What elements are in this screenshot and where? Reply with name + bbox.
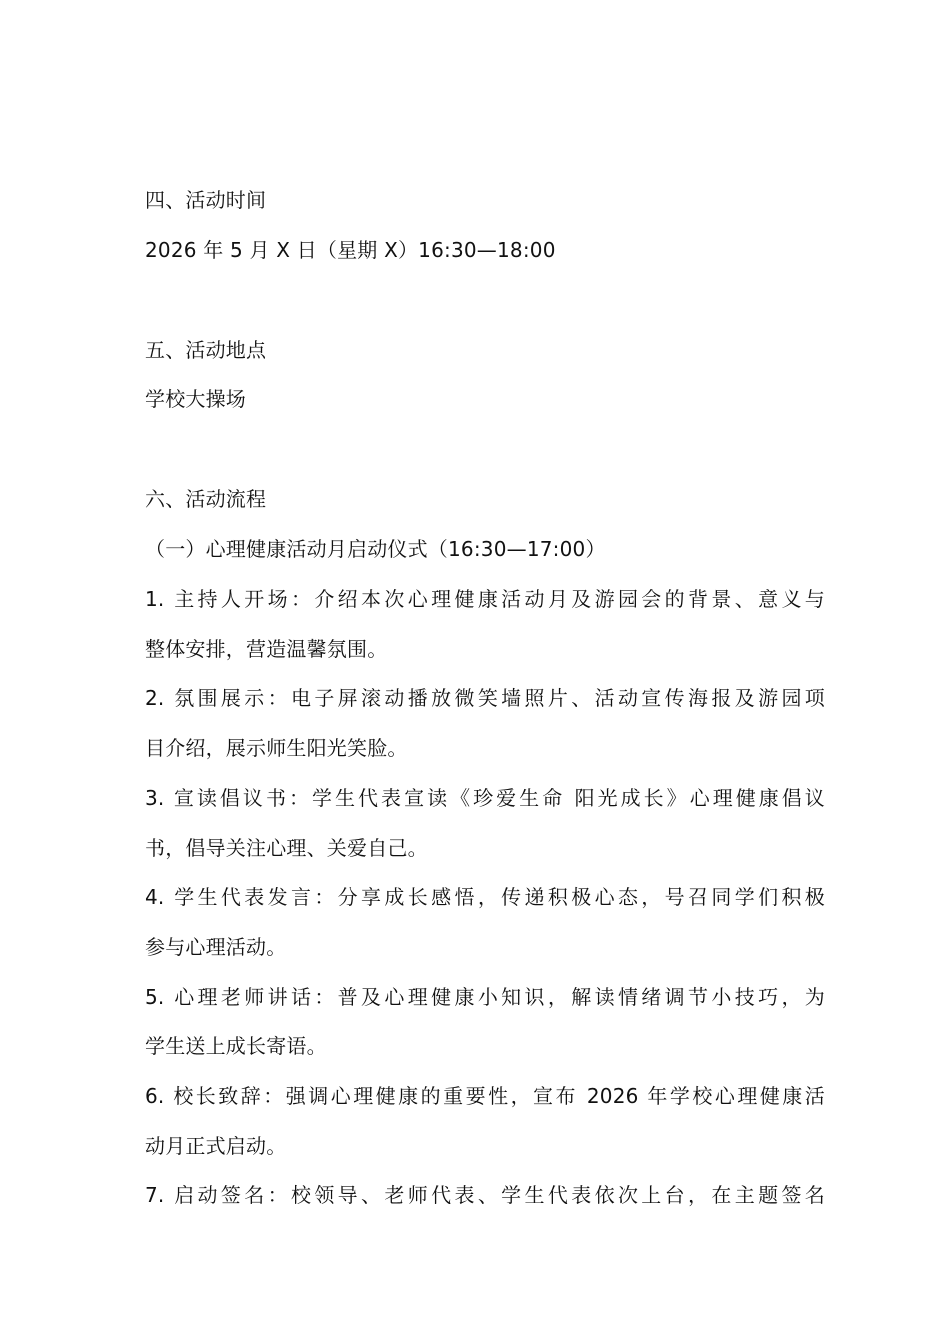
subsection-heading-launch: （一）心理健康活动月启动仪式（16:30—17:00） bbox=[145, 537, 606, 561]
process-item-5-line2: 学生送上成长寄语。 bbox=[145, 1034, 327, 1058]
process-item-2-line1: 2. 氛围展示：电子屏滚动播放微笑墙照片、活动宣传海报及游园项 bbox=[145, 686, 825, 710]
process-item-3-line1: 3. 宣读倡议书：学生代表宣读《珍爱生命 阳光成长》心理健康倡议 bbox=[145, 786, 825, 810]
activity-time-text: 2026 年 5 月 X 日（星期 X）16:30—18:00 bbox=[145, 238, 556, 262]
section-heading-process: 六、活动流程 bbox=[145, 487, 267, 511]
section-heading-location: 五、活动地点 bbox=[145, 338, 267, 362]
process-item-2-line2: 目介绍，展示师生阳光笑脸。 bbox=[145, 736, 408, 760]
process-item-3-line2: 书，倡导关注心理、关爱自己。 bbox=[145, 836, 428, 860]
process-item-7-line1: 7. 启动签名：校领导、老师代表、学生代表依次上台，在主题签名 bbox=[145, 1183, 825, 1207]
process-item-4-line2: 参与心理活动。 bbox=[145, 935, 287, 959]
process-item-6-line1: 6. 校长致辞：强调心理健康的重要性，宣布 2026 年学校心理健康活 bbox=[145, 1084, 825, 1108]
process-item-5-line1: 5. 心理老师讲话：普及心理健康小知识，解读情绪调节小技巧，为 bbox=[145, 985, 825, 1009]
process-item-1-line2: 整体安排，营造温馨氛围。 bbox=[145, 637, 388, 661]
process-item-4-line1: 4. 学生代表发言：分享成长感悟，传递积极心态，号召同学们积极 bbox=[145, 885, 825, 909]
section-heading-time: 四、活动时间 bbox=[145, 188, 267, 212]
process-item-6-line2: 动月正式启动。 bbox=[145, 1134, 287, 1158]
activity-location-text: 学校大操场 bbox=[145, 387, 246, 411]
process-item-1-line1: 1. 主持人开场：介绍本次心理健康活动月及游园会的背景、意义与 bbox=[145, 587, 825, 611]
